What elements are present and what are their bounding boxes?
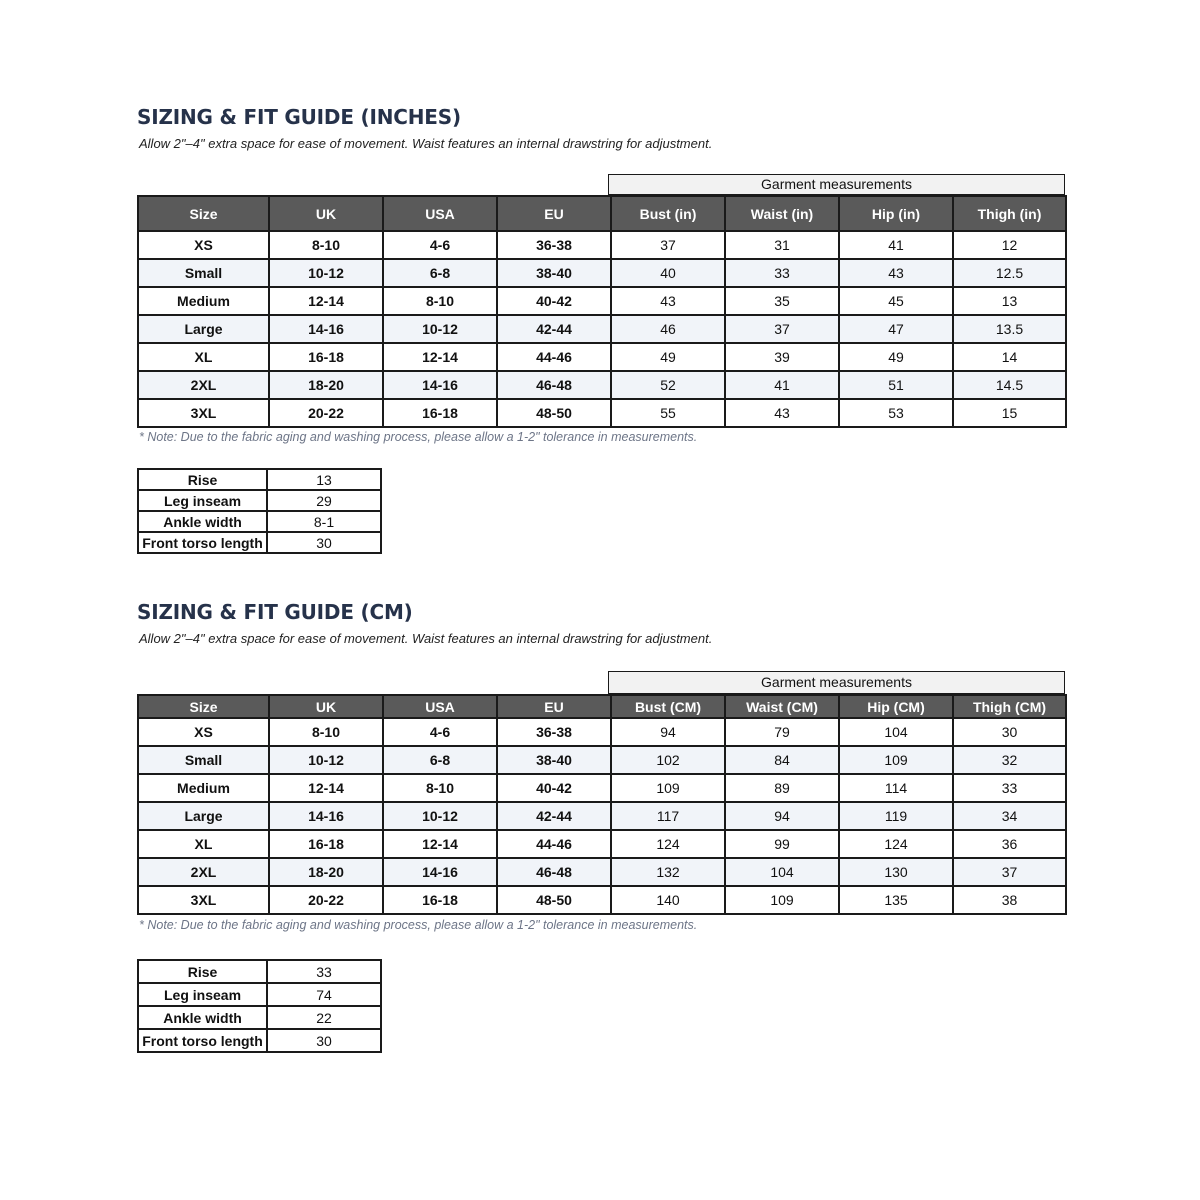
table-row — [138, 231, 1066, 259]
table-cell: 3XL — [138, 886, 269, 914]
table-cell: 52 — [611, 371, 725, 399]
table-cell: 46 — [611, 315, 725, 343]
table-cell: 15 — [953, 399, 1066, 427]
column-header: Thigh (CM) — [953, 695, 1066, 718]
column-header: EU — [497, 695, 611, 718]
table-cell: 3XL — [138, 399, 269, 427]
table-cell: Large — [138, 315, 269, 343]
table-cell: Small — [138, 746, 269, 774]
table-cell: 46-48 — [497, 371, 611, 399]
column-header: Waist (in) — [725, 196, 839, 231]
table-cell: 47 — [839, 315, 953, 343]
table-row — [138, 718, 1066, 746]
table-cell: 89 — [725, 774, 839, 802]
table-cell: 14 — [953, 343, 1066, 371]
table-cell: 48-50 — [497, 886, 611, 914]
column-header: USA — [383, 196, 497, 231]
column-header: Size — [138, 196, 269, 231]
table-cell: 41 — [839, 231, 953, 259]
table-row — [138, 532, 381, 553]
table-cell: 14.5 — [953, 371, 1066, 399]
table-row — [138, 259, 1066, 287]
table-cell: 31 — [725, 231, 839, 259]
table-cell: 132 — [611, 858, 725, 886]
table-cell: XL — [138, 830, 269, 858]
table-cell: 14-16 — [383, 858, 497, 886]
table-row — [138, 1029, 381, 1052]
table-cell: 16-18 — [269, 830, 383, 858]
table-cell: 84 — [725, 746, 839, 774]
table-cell: 18-20 — [269, 858, 383, 886]
table-cell: 38 — [953, 886, 1066, 914]
table-cell: 48-50 — [497, 399, 611, 427]
column-header: Waist (CM) — [725, 695, 839, 718]
tolerance-note: * Note: Due to the fabric aging and washing process, please allow a 1-2" tolerance in measurements. — [139, 918, 698, 932]
table-cell: 99 — [725, 830, 839, 858]
table-cell: 37 — [611, 231, 725, 259]
table-row — [138, 774, 1066, 802]
table-row — [138, 343, 1066, 371]
table-cell: XS — [138, 231, 269, 259]
measurement-value: 29 — [267, 490, 381, 511]
table-row — [138, 287, 1066, 315]
table-cell: 42-44 — [497, 802, 611, 830]
table-cell: 34 — [953, 802, 1066, 830]
table-cell: 40-42 — [497, 287, 611, 315]
table-row — [138, 746, 1066, 774]
table-cell: 79 — [725, 718, 839, 746]
table-cell: 38-40 — [497, 746, 611, 774]
table-cell: 6-8 — [383, 746, 497, 774]
measurement-label: Front torso length — [138, 1029, 267, 1052]
table-cell: 117 — [611, 802, 725, 830]
table-cell: 44-46 — [497, 830, 611, 858]
size-table — [137, 694, 1067, 915]
table-cell: XS — [138, 718, 269, 746]
table-cell: XL — [138, 343, 269, 371]
table-row — [138, 1006, 381, 1029]
measurement-label: Leg inseam — [138, 490, 267, 511]
garment-measurements-header: Garment measurements — [608, 174, 1065, 195]
table-cell: 41 — [725, 371, 839, 399]
measurement-label: Leg inseam — [138, 983, 267, 1006]
table-cell: 12 — [953, 231, 1066, 259]
column-header: Hip (CM) — [839, 695, 953, 718]
column-header: Bust (CM) — [611, 695, 725, 718]
table-row — [138, 886, 1066, 914]
table-cell: 49 — [839, 343, 953, 371]
table-cell: 124 — [839, 830, 953, 858]
table-cell: 109 — [839, 746, 953, 774]
table-cell: 140 — [611, 886, 725, 914]
table-cell: 38-40 — [497, 259, 611, 287]
table-cell: 35 — [725, 287, 839, 315]
size-table — [137, 195, 1067, 428]
table-cell: 8-10 — [269, 718, 383, 746]
table-cell: 37 — [953, 858, 1066, 886]
table-cell: 37 — [725, 315, 839, 343]
table-cell: 8-10 — [269, 231, 383, 259]
table-cell: Medium — [138, 287, 269, 315]
table-cell: 104 — [725, 858, 839, 886]
measurement-label: Ankle width — [138, 511, 267, 532]
table-cell: 16-18 — [383, 886, 497, 914]
table-cell: 46-48 — [497, 858, 611, 886]
table-cell: 4-6 — [383, 718, 497, 746]
table-cell: 53 — [839, 399, 953, 427]
table-cell: 4-6 — [383, 231, 497, 259]
table-cell: Large — [138, 802, 269, 830]
table-cell: 10-12 — [383, 802, 497, 830]
table-cell: 16-18 — [269, 343, 383, 371]
table-cell: 14-16 — [269, 315, 383, 343]
table-cell: 40-42 — [497, 774, 611, 802]
measurement-label: Front torso length — [138, 532, 267, 553]
table-cell: 130 — [839, 858, 953, 886]
table-cell: 14-16 — [269, 802, 383, 830]
table-cell: 36 — [953, 830, 1066, 858]
table-row — [138, 802, 1066, 830]
table-cell: 2XL — [138, 858, 269, 886]
tolerance-note: * Note: Due to the fabric aging and washing process, please allow a 1-2" tolerance in measurements. — [139, 430, 698, 444]
table-cell: 40 — [611, 259, 725, 287]
measurement-value: 30 — [267, 532, 381, 553]
table-cell: 33 — [725, 259, 839, 287]
column-header: USA — [383, 695, 497, 718]
table-cell: 94 — [611, 718, 725, 746]
measurement-label: Rise — [138, 469, 267, 490]
table-header-row — [138, 196, 1066, 231]
table-cell: 20-22 — [269, 886, 383, 914]
table-cell: 33 — [953, 774, 1066, 802]
table-row — [138, 469, 381, 490]
table-row — [138, 511, 381, 532]
guide-subtitle: Allow 2"–4" extra space for ease of movement. Waist features an internal drawstring for adjustment. — [139, 631, 713, 646]
table-cell: 2XL — [138, 371, 269, 399]
sizing-guide-cm — [137, 600, 1065, 1049]
table-cell: 94 — [725, 802, 839, 830]
table-cell: 10-12 — [383, 315, 497, 343]
column-header: Bust (in) — [611, 196, 725, 231]
table-cell: 18-20 — [269, 371, 383, 399]
table-row — [138, 399, 1066, 427]
table-cell: 135 — [839, 886, 953, 914]
guide-subtitle: Allow 2"–4" extra space for ease of movement. Waist features an internal drawstring for adjustment. — [139, 136, 713, 151]
table-row — [138, 983, 381, 1006]
table-cell: 8-10 — [383, 774, 497, 802]
table-cell: 43 — [611, 287, 725, 315]
table-cell: 51 — [839, 371, 953, 399]
table-cell: 10-12 — [269, 746, 383, 774]
page-title: SIZING & FIT GUIDE (INCHES) — [137, 105, 461, 129]
extra-measurements-table — [137, 959, 382, 1053]
table-cell: 119 — [839, 802, 953, 830]
table-cell: Small — [138, 259, 269, 287]
table-cell: 44-46 — [497, 343, 611, 371]
table-row — [138, 858, 1066, 886]
measurement-value: 8-1 — [267, 511, 381, 532]
sizing-guide-inches — [137, 105, 1065, 551]
garment-measurements-header: Garment measurements — [608, 671, 1065, 694]
table-row — [138, 490, 381, 511]
table-cell: 102 — [611, 746, 725, 774]
measurement-value: 33 — [267, 960, 381, 983]
table-cell: 20-22 — [269, 399, 383, 427]
table-header-row — [138, 695, 1066, 718]
extra-measurements-table — [137, 468, 382, 554]
measurement-label: Rise — [138, 960, 267, 983]
column-header: UK — [269, 196, 383, 231]
table-cell: 13.5 — [953, 315, 1066, 343]
table-cell: 45 — [839, 287, 953, 315]
column-header: EU — [497, 196, 611, 231]
table-cell: 10-12 — [269, 259, 383, 287]
table-cell: 124 — [611, 830, 725, 858]
table-cell: 12-14 — [383, 830, 497, 858]
table-cell: 109 — [725, 886, 839, 914]
table-cell: 49 — [611, 343, 725, 371]
table-cell: 12-14 — [269, 774, 383, 802]
table-cell: 55 — [611, 399, 725, 427]
table-row — [138, 315, 1066, 343]
table-cell: 12-14 — [383, 343, 497, 371]
table-cell: 14-16 — [383, 371, 497, 399]
column-header: UK — [269, 695, 383, 718]
table-cell: 104 — [839, 718, 953, 746]
column-header: Thigh (in) — [953, 196, 1066, 231]
table-cell: 43 — [839, 259, 953, 287]
table-row — [138, 371, 1066, 399]
table-cell: 109 — [611, 774, 725, 802]
table-row — [138, 830, 1066, 858]
table-cell: Medium — [138, 774, 269, 802]
table-cell: 36-38 — [497, 718, 611, 746]
table-cell: 8-10 — [383, 287, 497, 315]
page-title: SIZING & FIT GUIDE (CM) — [137, 600, 413, 624]
measurement-value: 13 — [267, 469, 381, 490]
table-cell: 16-18 — [383, 399, 497, 427]
table-cell: 36-38 — [497, 231, 611, 259]
table-cell: 13 — [953, 287, 1066, 315]
column-header: Size — [138, 695, 269, 718]
table-cell: 39 — [725, 343, 839, 371]
measurement-label: Ankle width — [138, 1006, 267, 1029]
measurement-value: 22 — [267, 1006, 381, 1029]
column-header: Hip (in) — [839, 196, 953, 231]
table-row — [138, 960, 381, 983]
table-cell: 32 — [953, 746, 1066, 774]
measurement-value: 74 — [267, 983, 381, 1006]
measurement-value: 30 — [267, 1029, 381, 1052]
table-cell: 12-14 — [269, 287, 383, 315]
table-cell: 43 — [725, 399, 839, 427]
table-cell: 30 — [953, 718, 1066, 746]
table-cell: 42-44 — [497, 315, 611, 343]
table-cell: 114 — [839, 774, 953, 802]
table-cell: 6-8 — [383, 259, 497, 287]
table-cell: 12.5 — [953, 259, 1066, 287]
